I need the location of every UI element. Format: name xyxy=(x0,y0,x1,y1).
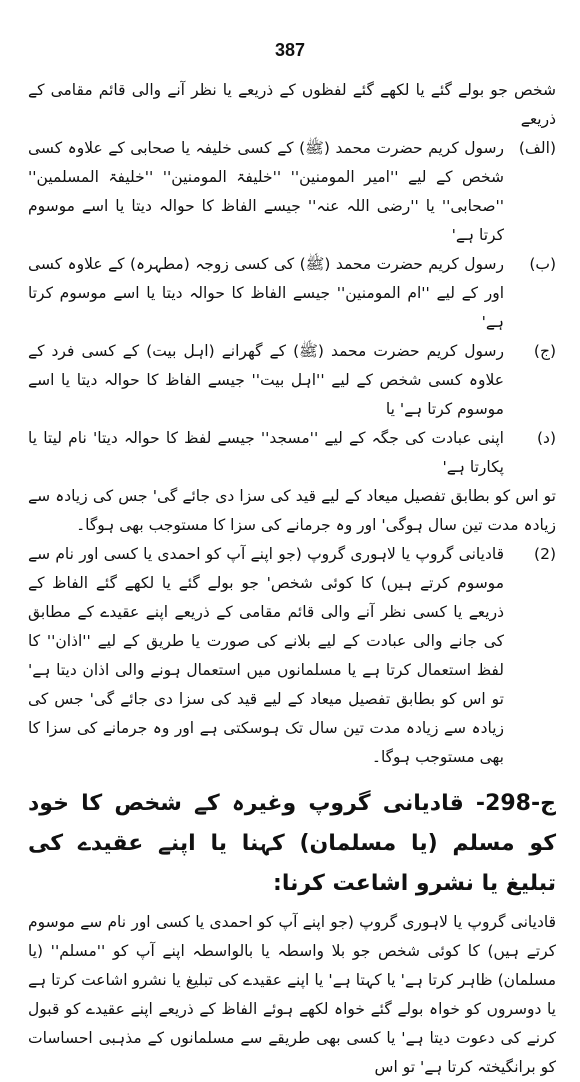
clause-dal xyxy=(28,424,556,482)
penalty-paragraph: تو اس کو بطابق تفصیل میعاد کے لیے قید کی سزا دی جائے گی' جس کی زیادہ سے زیادہ مدت تین سال ہوگی' اور وہ جرمانے کی سزا کا مستوجب بھی ہوگا۔ xyxy=(28,487,556,534)
section-heading: ج-298- قادیانی گروپ وغیرہ کے شخص کا خود کو مسلم (یا مسلمان) کہنا یا اپنے عقیدے کی تبلیغ یا نشرو اشاعت کرنا: xyxy=(28,791,556,896)
clause-marker: (ب) xyxy=(529,255,556,273)
section-marker: (2) xyxy=(534,545,556,563)
section-text: قادیانی گروپ یا لاہوری گروپ (جو اپنے آپ کو احمدی یا کسی اور نام سے موسوم کرتے ہیں) کا کوئی شخص' جو بولے گئے یا لکھے گئے الفاظ کے ذریعے یا کسی نظر آنے والی قائم مقامی کے ذریعے اپنے عقیدے کے مطابق کی جانے والی عبادت کے لیے بلانے کی صورت یا طریق کے لیے ''اذان'' کا لفظ استعمال کرتا ہے یا مسلمانوں میں استعمال ہونے والی اذان دیتا ہے' تو اس کو بطابق تفصیل میعاد کے لیے قید کی سزا دی جائے گی' جس کی زیادہ سے زیادہ مدت تین سال تک ہوسکتی ہے اور وہ جرمانے کی سزا کا بھی مستوجب ہوگا۔ xyxy=(28,545,504,766)
clause-marker: (ج) xyxy=(533,342,556,360)
final-paragraph: قادیانی گروپ یا لاہوری گروپ (جو اپنے آپ کو احمدی یا کسی اور نام سے موسوم کرتے ہیں) کا کوئی شخص جو بلا واسطہ یا بالواسطہ اپنے آپ کو ''مسلم'' (یا مسلمان) ظاہر کرتا ہے' یا کہتا ہے' یا اپنے عقیدے کی تبلیغ یا نشرو اشاعت کرتا ہے یا دوسروں کو خواہ بولے گئے خواہ لکھے ہوئے الفاظ کے ذریعے اپنے عقیدے کو قبول کرنے کی دعوت دیتا ہے' یا کسی بھی طریقے سے مسلمانوں کے مذہبی احساسات کو برانگیختہ کرتا ہے' تو اس xyxy=(28,913,556,1076)
clause-marker: (الف) xyxy=(518,139,556,157)
clause-jeem xyxy=(28,337,556,424)
clause-alif xyxy=(28,134,556,250)
intro-paragraph: شخص جو بولے گئے یا لکھے گئے لفظوں کے ذریعے یا نظر آنے والی قائم مقامی کے ذریعے xyxy=(28,81,556,128)
page-number: 387 xyxy=(274,40,306,60)
section-2 xyxy=(28,540,556,772)
body-text xyxy=(28,76,556,1082)
clause-text: رسول کریم حضرت محمد (ﷺ) کے کسی خلیفہ یا صحابی کے علاوہ کسی شخص کے لیے ''امیر المومنین'' ''خلیفۃ المومنین'' ''خلیفۃ المسلمین'' ''صحابی'' یا ''رضی اللہ عنہ'' جیسے الفاظ کا حوالہ دیتا یا اسے موسوم کرتا ہے' xyxy=(28,139,504,244)
clause-text: اپنی عبادت کی جگہ کے لیے ''مسجد'' جیسے لفظ کا حوالہ دیتا' نام لیتا یا پکارتا ہے' xyxy=(28,429,504,476)
clause-text: رسول کریم حضرت محمد (ﷺ) کی کسی زوجہ (مطہرہ) کے علاوہ کسی اور کے لیے ''ام المومنین'' جیسے الفاظ کا حوالہ دیتا یا اسے موسوم کرتا ہے' xyxy=(28,255,504,331)
clause-be xyxy=(28,250,556,337)
clause-text: رسول کریم حضرت محمد (ﷺ) کے گھرانے (اہل بیت) کے کسی فرد کے علاوہ کسی شخص کے لیے ''اہل بیت'' جیسے الفاظ کا حوالہ دیتا یا اسے موسوم کرتا ہے' یا xyxy=(28,342,504,418)
clause-marker: (د) xyxy=(537,429,556,447)
